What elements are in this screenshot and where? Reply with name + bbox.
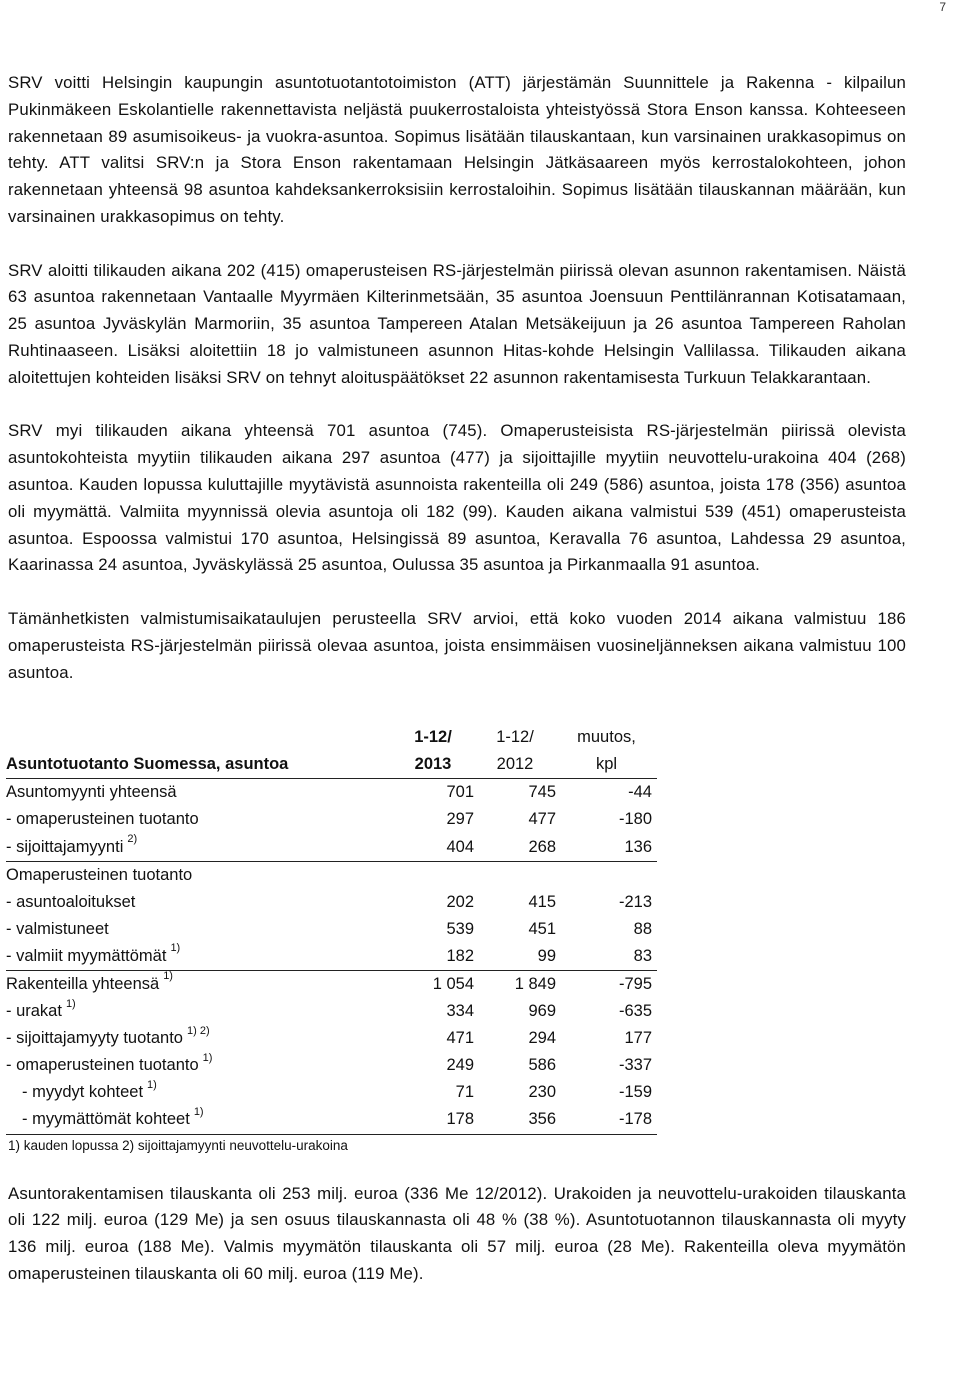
row-label: - myydyt kohteet [22, 1083, 144, 1102]
table-row [6, 889, 657, 916]
value-2012: 268 [474, 834, 556, 862]
value-change: 136 [556, 834, 657, 862]
table-row [6, 1025, 657, 1052]
value-2013: 471 [446, 1029, 474, 1048]
value-2013: 71 [455, 1083, 474, 1102]
value-change: -795 [618, 974, 652, 993]
table-row [6, 916, 657, 943]
paragraph-order-backlog: Asuntorakentamisen tilauskanta oli 253 milj. euroa (336 Me 12/2012). Urakoiden ja neuvottelu-urakoiden tilauskanta oli 122 milj. euroa (129 Me) ja sen osuus tilauskannasta oli 48 % (38 %). Asuntotuotannon tilauskannasta oli myyty 136 milj. euroa (188 Me). Valmis myymätön tilauskanta oli 57 milj. euroa (28 Me). Rakenteilla oleva myymätön omaperusteinen tilauskanta oli 60 milj. euroa (119 Me). [8, 1183, 906, 1283]
row-label: - omaperusteinen tuotanto [6, 1056, 199, 1075]
value-2012: 477 [528, 810, 556, 829]
table-row [6, 998, 657, 1025]
row-label: - myymättömät kohteet [22, 1110, 190, 1129]
value-2013: 202 [446, 892, 474, 911]
row-label: - omaperusteinen tuotanto [6, 810, 199, 829]
value-change: -635 [618, 1002, 652, 1021]
table-row [6, 1079, 657, 1106]
row-label: Asuntomyynti yhteensä [6, 783, 177, 802]
table-row [6, 779, 657, 807]
col-change-head-line1: muutos, [577, 728, 636, 747]
table-row [6, 834, 657, 862]
row-label: - asuntoaloitukset [6, 892, 136, 911]
value-change: 177 [624, 1029, 652, 1048]
value-2012: 415 [528, 892, 556, 911]
table-row [6, 861, 657, 889]
value-2012: 99 [474, 943, 556, 971]
table-row [6, 943, 657, 971]
value-2012: 1 849 [514, 974, 556, 993]
value-2013: 297 [446, 810, 474, 829]
paragraph-completion-forecast: Tämänhetkisten valmistumisaikataulujen perusteella SRV arvioi, että koko vuoden 2014 aikana valmistuu 186 omaperusteista RS-järjestelmän piirissä olevaa asuntoa, joista ensimmäisen vuosineljänneksen aikana valmistuu 100 asuntoa. [8, 608, 906, 682]
value-2012: 969 [528, 1002, 556, 1021]
row-label: - valmistuneet [6, 919, 109, 938]
table-row [6, 806, 657, 833]
footnote-ref: 1) [193, 1105, 204, 1118]
value-change: -180 [618, 810, 652, 829]
row-label: - sijoittajamyyty tuotanto [6, 1029, 183, 1048]
value-change: -178 [556, 1106, 657, 1134]
table-row [6, 970, 657, 998]
value-2013: 701 [446, 783, 474, 802]
value-2013: 1 054 [432, 974, 474, 993]
value-2013: 334 [446, 1002, 474, 1021]
row-label: - sijoittajamyynti [6, 837, 124, 856]
value-2012: 451 [528, 919, 556, 938]
footnote-ref: 1) [65, 997, 76, 1010]
footnote-ref: 1) [170, 942, 181, 955]
table-row [6, 1052, 657, 1079]
page-number: 7 [939, 0, 946, 14]
row-label: - valmiit myymättömät [6, 946, 167, 965]
value-2013: 182 [392, 943, 474, 971]
value-change: 83 [556, 943, 657, 971]
footnote-ref: 2) [127, 833, 138, 846]
value-2013: 178 [392, 1106, 474, 1134]
value-2013: 539 [446, 919, 474, 938]
value-2012: 356 [474, 1106, 556, 1134]
value-change: 88 [633, 919, 652, 938]
value-2012: 230 [528, 1083, 556, 1102]
col-2013-head-line2: 2013 [392, 751, 474, 779]
col-2013-head-line1: 1-12/ [414, 728, 452, 747]
value-2012 [474, 861, 556, 889]
document-body [8, 70, 906, 1288]
paragraph-housing-starts: SRV aloitti tilikauden aikana 202 (415) omaperusteisen RS-järjestelmän piirissä olevan asunnon rakentamisen. Näistä 63 asuntoa rakennetaan Vantaalle Myyrmäen Kilterinmetsään, 35 asuntoa Joensuun Penttilänrannan Kotisatamaan, 25 asuntoa Jyväskylän Marmoriin, 35 asuntoa Tampereen Atalan Metsäkeijuun ja 26 asuntoa Tampereen Raholan Ruhtinaaseen. Lisäksi aloitettiin 18 jo valmistuneen asunnon Hitas-kohde Helsingin Vallilassa. Tilikauden aikana aloitettujen kohteiden lisäksi SRV on tehnyt aloituspäätökset 22 asunnon rakentamisesta Turkuun Telakkarantaan. [8, 260, 906, 387]
housing-production-table [6, 724, 657, 1134]
value-2013: 404 [392, 834, 474, 862]
value-change: -213 [618, 892, 652, 911]
col-2012-head-line2: 2012 [474, 751, 556, 779]
footnote-ref: 1) 2) [187, 1024, 210, 1037]
value-2012: 745 [528, 783, 556, 802]
footnote-ref: 1) [163, 970, 173, 983]
table-row [6, 1106, 657, 1134]
value-change: -337 [618, 1056, 652, 1075]
value-2012: 294 [528, 1029, 556, 1048]
value-change: -44 [628, 783, 652, 802]
paragraph-housing-sales: SRV myi tilikauden aikana yhteensä 701 asuntoa (745). Omaperusteisista RS-järjestelmän piirissä olevista asuntokohteista myytiin tilikauden aikana 297 asuntoa (477) ja sijoittajille myytiin neuvottelu-urakoina 404 (268) asuntoa. Kauden lopussa kuluttajille myytävistä asunnoista rakenteilla oli 249 (586) asuntoa, joista 178 (356) asuntoa oli myymättä. Valmiita myynnissä olevia asuntoja oli 182 (99). Kauden aikana valmistui 539 (451) omaperusteista asuntoa. Espoossa valmistui 170 asuntoa, Helsingissä 89 asuntoa, Keravalla 76 asuntoa, Lahdessa 29 asuntoa, Kaarinassa 24 asuntoa, Jyväskylässä 25 asuntoa, Oulussa 35 asuntoa ja Pirkanmaalla 91 asuntoa. [8, 421, 906, 575]
value-change: -159 [618, 1083, 652, 1102]
row-label: Omaperusteinen tuotanto [6, 865, 193, 884]
footnote-ref: 1) [202, 1051, 213, 1064]
row-label: - urakat [6, 1002, 62, 1021]
col-2012-head-line1: 1-12/ [496, 728, 534, 747]
row-label: Rakenteilla yhteensä [6, 974, 160, 993]
col-change-head-line2: kpl [556, 751, 657, 779]
value-2012: 586 [528, 1056, 556, 1075]
table-title: Asuntotuotanto Suomessa, asuntoa [6, 751, 392, 779]
value-2013 [392, 861, 474, 889]
table-footnote: 1) kauden lopussa 2) sijoittajamyynti neuvottelu-urakoina [8, 1137, 348, 1153]
value-change [556, 861, 657, 889]
footnote-ref: 1) [147, 1078, 157, 1091]
value-2013: 249 [446, 1056, 474, 1075]
paragraph-att-competition: SRV voitti Helsingin kaupungin asuntotuotantotoimiston (ATT) järjestämän Suunnittele ja Rakenna - kilpailun Pukinmäkeen Eskolantielle rakennettavista neljästä puukerrostaloista yhteistyössä Stora Enson kanssa. Kohteeseen rakennetaan 89 asumisoikeus- ja vuokra-asuntoa. Sopimus lisätään tilauskantaan, kun varsinainen urakkasopimus on tehty. ATT valitsi SRV:n ja Stora Enson rakentamaan Helsingin Jätkäsaareen myös kerrostalokohteen, johon rakennetaan yhteensä 98 asuntoa kahdeksankerroksisiin kerrostaloihin. Sopimus lisätään tilauskannan määrään, kun varsinainen urakkasopimus on tehty. [8, 73, 906, 226]
